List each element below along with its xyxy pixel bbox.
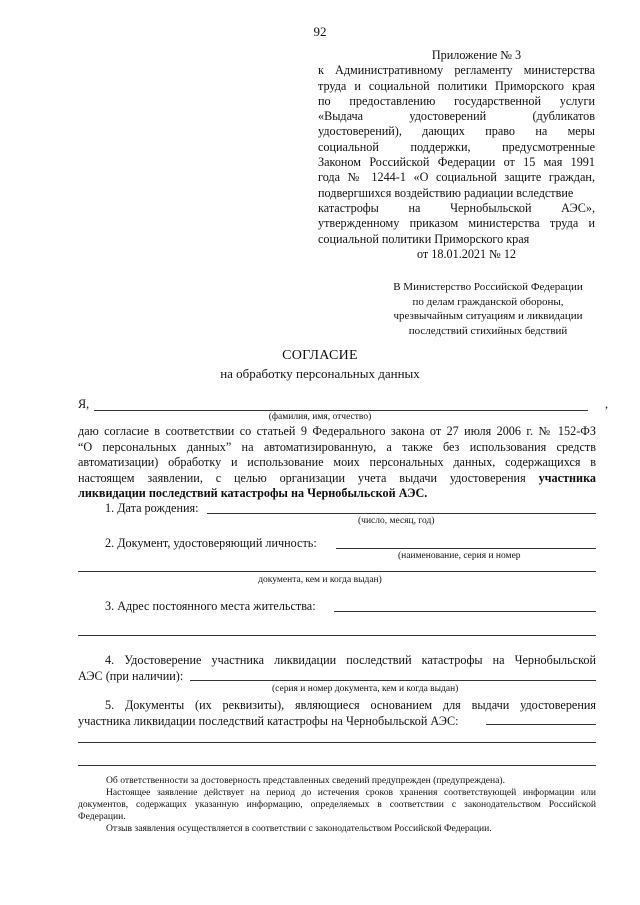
basis-documents-line1: 5. Документы (их реквизиты), являющиеся основанием для выдачи удостоверения (105, 698, 596, 712)
appendix-line: Законом Российской Федерации от 15 мая 1991 (318, 155, 595, 170)
fio-input-line[interactable] (94, 410, 588, 411)
basis-documents-input-line-3[interactable] (78, 765, 596, 766)
basis-documents-input-line[interactable] (486, 724, 596, 725)
addressee-line: по делам гражданской обороны, (412, 295, 564, 308)
consent-line-text: настоящем заявлении, с целью организации учета выдачи удостоверения (78, 470, 526, 485)
address-label: 3. Адрес постоянного места жительства: (105, 599, 316, 613)
consent-line: автоматизации) обработку и использование моих персональных данных, содержащихся в (78, 455, 596, 469)
addressee-line: последствий стихийных бедствий (408, 324, 568, 337)
appendix-line: «Выдача удостоверений (дубликатов (318, 109, 595, 124)
basis-documents-line2: участника ликвидации последствий катастрофы на Чернобыльской АЭС: (78, 713, 459, 728)
appendix-line: социальной политики Приморского края (318, 231, 530, 246)
appendix-line: социальной поддержки, предусмотренные (318, 139, 595, 154)
appendix-title: Приложение № 3 (431, 48, 522, 62)
revocation-note: Отзыв заявления осуществляется в соответствии с законодательством Российской Федерации. (106, 823, 492, 834)
validity-note: Настоящее заявление действует на период до истечения сроков хранения соответствующей информации или документов, содержащих указанную информацию, определяемых в соответствии с законодательством Российской Федерации. (78, 787, 596, 822)
id-document-caption-2: документа, кем и когда выдан) (258, 575, 382, 585)
birth-date-label: 1. Дата рождения: (105, 501, 199, 515)
appendix-date: от 18.01.2021 № 12 (416, 246, 517, 261)
appendix-block (318, 48, 595, 262)
consent-line: даю согласие в соответствии со статьей 9 Федерального закона от 27 июля 2006 г. № 152-ФЗ (78, 424, 596, 438)
appendix-line: к Административному регламенту министерства (318, 63, 595, 78)
id-document-label: 2. Документ, удостоверяющий личность: (105, 536, 317, 550)
address-input-line[interactable] (334, 611, 596, 612)
document-heading: СОГЛАСИЕ (282, 348, 358, 363)
consent-paragraph (78, 424, 596, 502)
consent-bold-text: участника (538, 470, 596, 485)
appendix-line: утвержденному приказом министерства труда и (318, 216, 595, 231)
appendix-line: подвергшихся воздействию радиации вследствие (318, 185, 574, 200)
page-number: 92 (313, 24, 327, 39)
fio-caption: (фамилия, имя, отчество) (268, 412, 372, 422)
id-document-input-line-2[interactable] (78, 571, 596, 572)
responsibility-note: Об ответственности за достоверность представленных сведений предупрежден (предупреждена). (106, 775, 506, 786)
basis-documents-input-line-2[interactable] (78, 742, 596, 743)
consent-line (78, 471, 596, 487)
i-label: Я, (78, 397, 90, 411)
appendix-line: катастрофы на Чернобыльской АЭС», (318, 200, 595, 215)
chernobyl-certificate-line2: АЭС (при наличии): (78, 668, 184, 683)
birth-date-caption: (число, месяц, год) (358, 516, 435, 526)
id-document-caption: (наименование, серия и номер (398, 551, 521, 561)
addressee-line: В Министерство Российской Федерации (393, 281, 583, 293)
appendix-line: удостоверений), дающих право на меры (318, 124, 595, 139)
footer-notes (78, 775, 596, 835)
id-document-input-line[interactable] (336, 548, 596, 549)
addressee-line: чрезвычайным ситуациям и ликвидации (393, 310, 583, 322)
fio-comma: , (605, 397, 609, 411)
consent-bold-text: ликвидации последствий катастрофы на Чернобыльской АЭС. (78, 486, 428, 500)
addressee-block (370, 280, 606, 338)
appendix-line: труда и социальной политики Приморского края (318, 78, 595, 93)
chernobyl-certificate-line1: 4. Удостоверение участника ликвидации последствий катастрофы на Чернобыльской (105, 653, 596, 667)
appendix-line: по предоставлению государственной услуги (318, 93, 595, 108)
document-subheading: на обработку персональных данных (220, 366, 420, 381)
chernobyl-certificate-input-line[interactable] (190, 680, 596, 681)
birth-date-input-line[interactable] (207, 513, 596, 514)
appendix-line: года № 1244-1 «О социальной защите граждан, (318, 170, 595, 185)
address-input-line-2[interactable] (78, 635, 596, 636)
chernobyl-certificate-caption: (серия и номер документа, кем и когда выдан) (272, 684, 459, 694)
consent-line: “О персональных данных” на автоматизированную, а также без использования средств (78, 439, 596, 454)
consent-line (78, 486, 596, 502)
